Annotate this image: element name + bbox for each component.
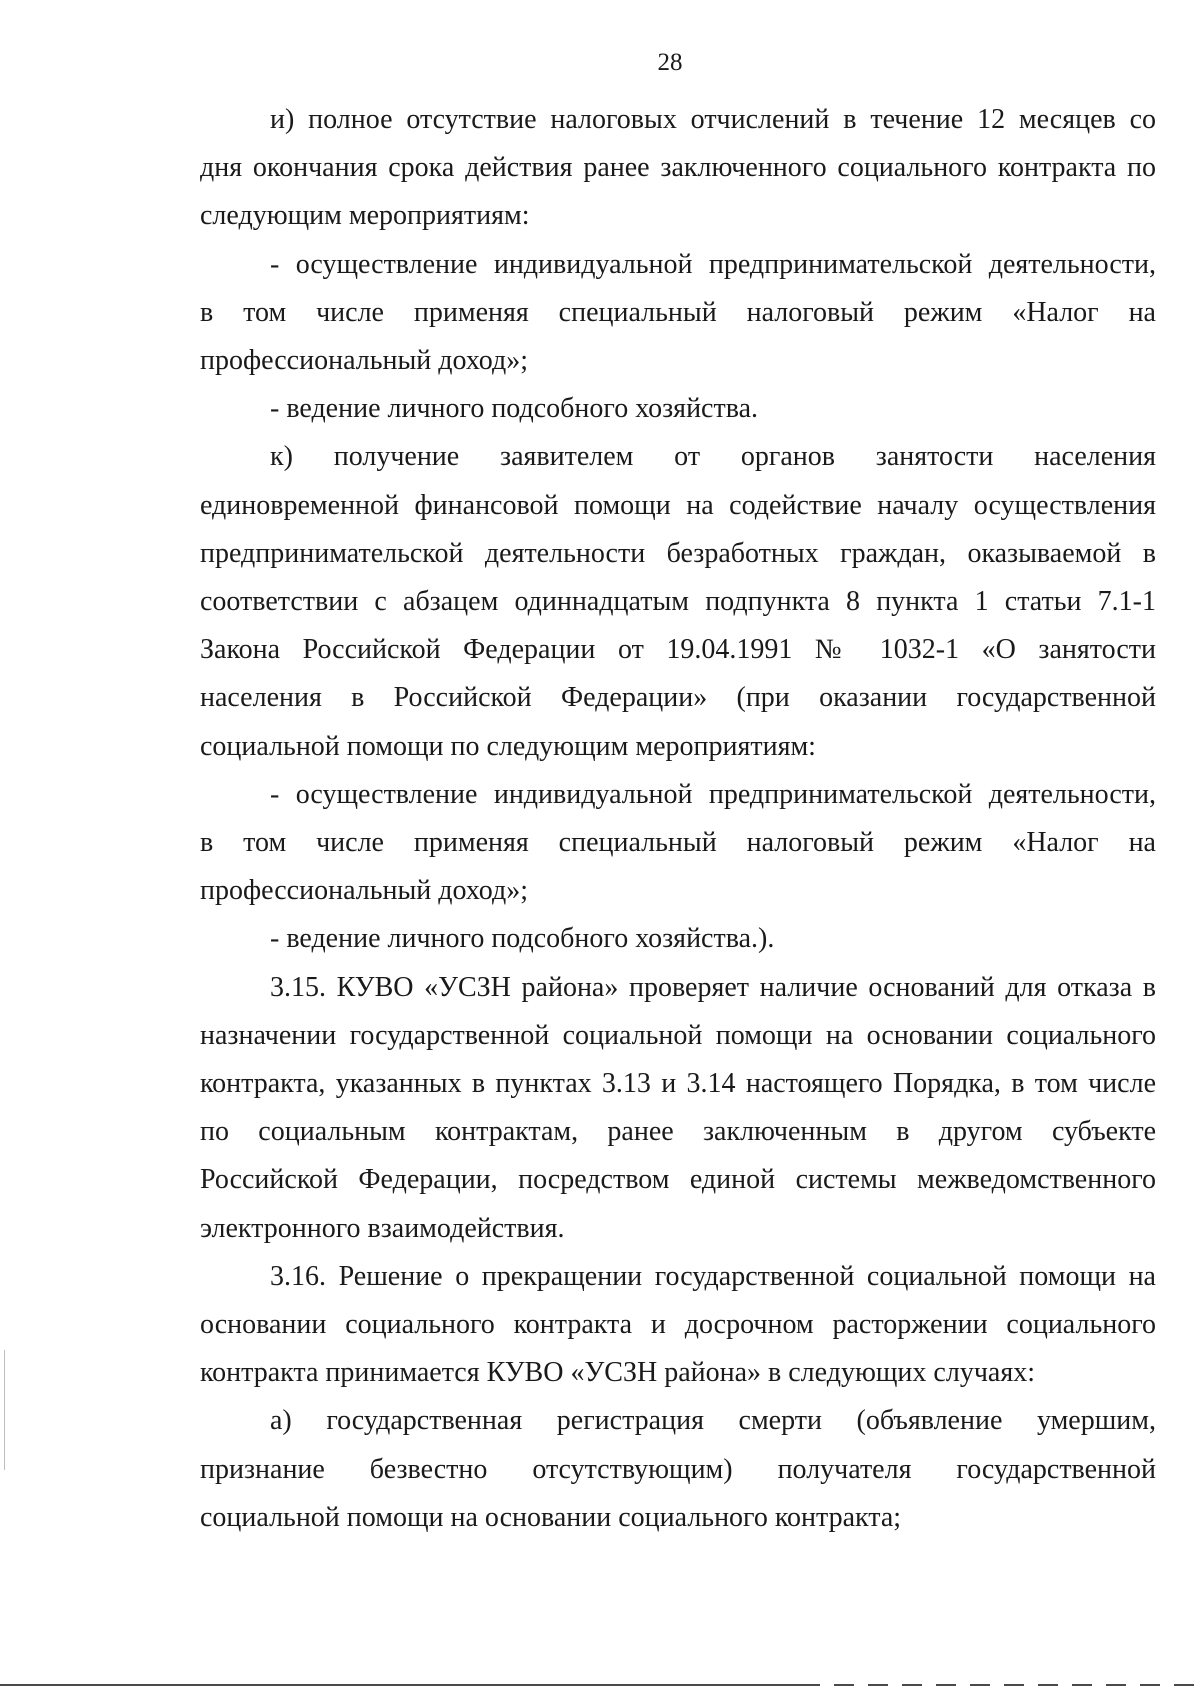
text-line: в том числе применяя специальный налоговый режим «Налог на xyxy=(200,827,1156,859)
text-line: единовременной финансовой помощи на содействие началу осуществления xyxy=(200,489,1156,521)
text-line: - осуществление индивидуальной предпринимательской деятельности, xyxy=(270,248,1156,280)
text-line: социальной помощи на основании социального контракта; xyxy=(200,1501,902,1533)
text-line: и) полное отсутствие налоговых отчислений в течение 12 месяцев со xyxy=(270,104,1156,135)
paragraph-clause-3-16 xyxy=(200,1253,1156,1398)
text-line: основании социального контракта и досрочном расторжении социального xyxy=(200,1309,1156,1341)
text-line: населения в Российской Федерации» (при оказании государственной xyxy=(200,682,1156,714)
text-line: 3.15. КУВО «УСЗН района» проверяет наличие оснований для отказа в xyxy=(270,971,1156,1003)
paragraph-item-i-sub1 xyxy=(200,241,1156,386)
text-line: в том числе применяя специальный налоговый режим «Налог на xyxy=(200,296,1156,328)
paragraph-item-k-sub2 xyxy=(200,915,1156,963)
text-line: контракта принимается КУВО «УСЗН района» в следующих случаях: xyxy=(200,1357,1035,1389)
text-line: профессиональный доход»; xyxy=(200,875,528,907)
paragraph-item-i-sub2 xyxy=(200,385,1156,433)
text-line: назначении государственной социальной помощи на основании социального xyxy=(200,1019,1156,1051)
document-body xyxy=(200,96,1156,1542)
page-number: 28 xyxy=(657,49,683,76)
text-line: Закона Российской Федерации от 19.04.1991 № 1032-1 «О занятости xyxy=(200,634,1156,666)
text-line: дня окончания срока действия ранее заключенного социального контракта по xyxy=(200,152,1156,184)
text-line: социальной помощи по следующим мероприятиям: xyxy=(200,730,816,762)
paragraph-item-k-sub1 xyxy=(200,771,1156,916)
text-line: по социальным контрактам, ранее заключенным в другом субъекте xyxy=(200,1116,1156,1148)
text-line: признание безвестно отсутствующим) получателя государственной xyxy=(200,1453,1156,1485)
text-line: профессиональный доход»; xyxy=(200,345,528,377)
paragraph-item-a xyxy=(200,1397,1156,1542)
bottom-edge-dashes xyxy=(820,1684,1200,1686)
text-line: Российской Федерации, посредством единой системы межведомственного xyxy=(200,1164,1156,1196)
scan-margin-mark xyxy=(4,1350,5,1470)
text-line: следующим мероприятиям: xyxy=(200,200,530,232)
text-line: электронного взаимодействия. xyxy=(200,1212,565,1244)
text-line: к) получение заявителем от органов занятости населения xyxy=(270,441,1156,473)
paragraph-item-k xyxy=(200,433,1156,770)
text-line: соответствии с абзацем одиннадцатым подпункта 8 пункта 1 статьи 7.1-1 xyxy=(200,586,1156,618)
text-line: - ведение личного подсобного хозяйства. xyxy=(270,393,758,425)
text-line: предпринимательской деятельности безработных граждан, оказываемой в xyxy=(200,537,1156,569)
text-line: - осуществление индивидуальной предпринимательской деятельности, xyxy=(270,778,1156,810)
paragraph-item-i xyxy=(200,96,1156,241)
text-line: а) государственная регистрация смерти (объявление умершим, xyxy=(270,1405,1156,1437)
text-line: - ведение личного подсобного хозяйства.). xyxy=(270,923,775,955)
paragraph-clause-3-15 xyxy=(200,964,1156,1253)
text-line: 3.16. Решение о прекращении государственной социальной помощи на xyxy=(270,1260,1156,1292)
text-line: контракта, указанных в пунктах 3.13 и 3.14 настоящего Порядка, в том числе xyxy=(200,1068,1156,1100)
